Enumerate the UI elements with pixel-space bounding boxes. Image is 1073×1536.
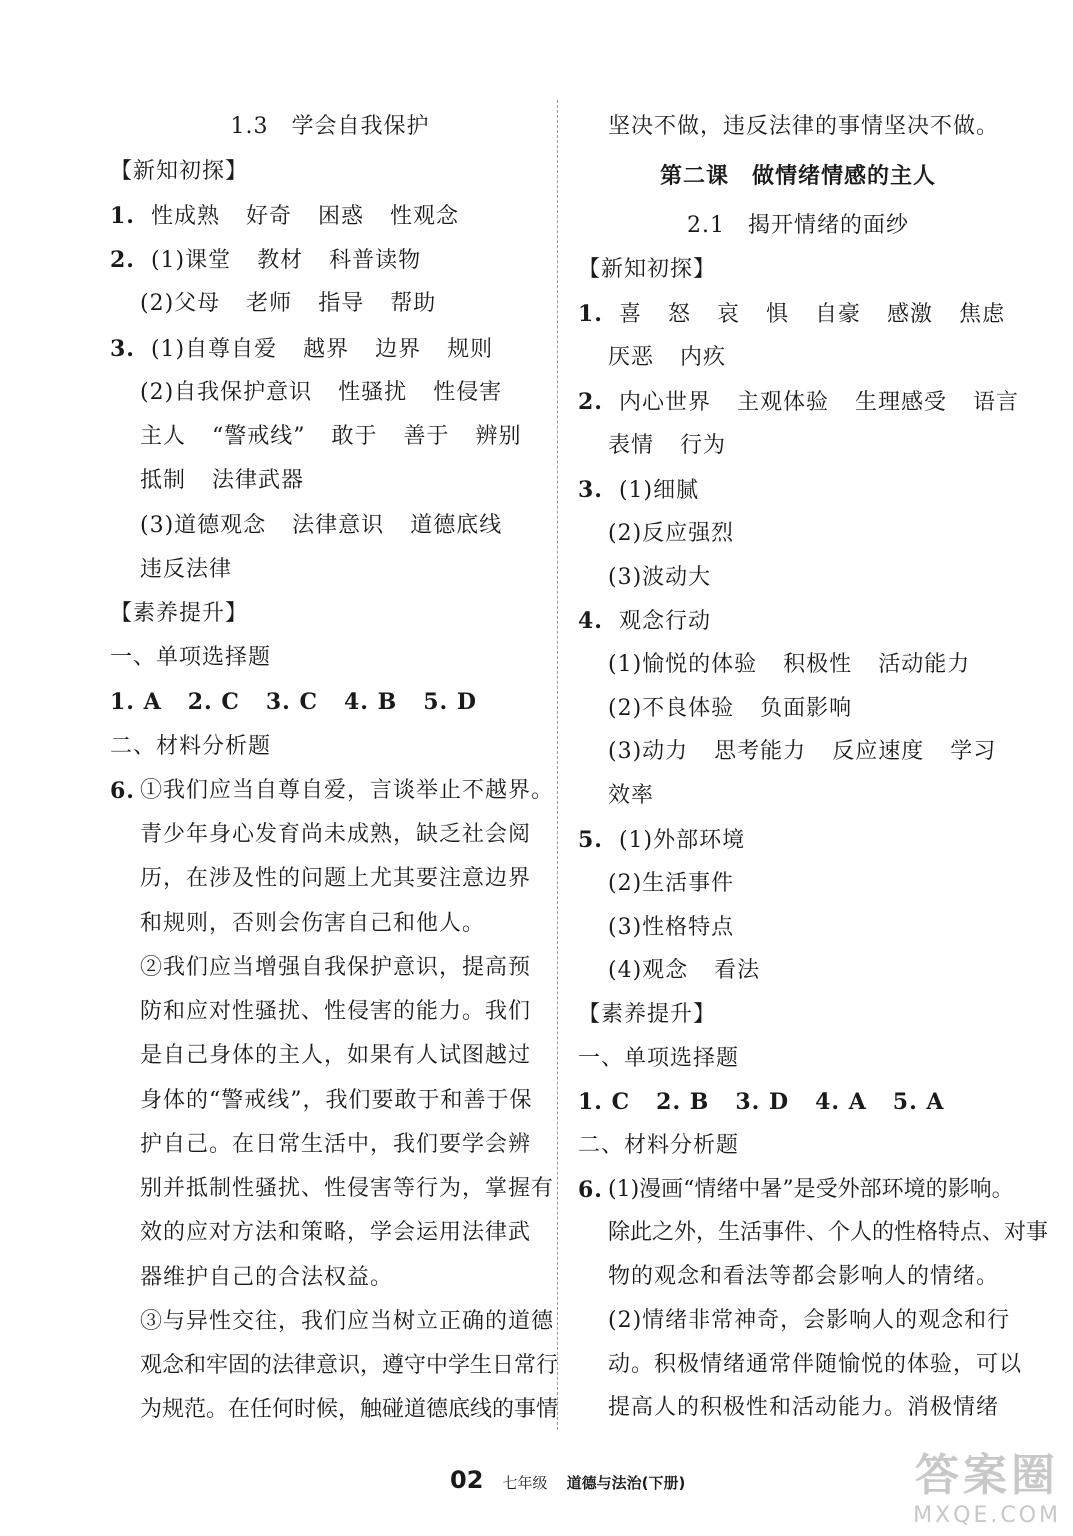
- answer-term: 主观体验: [736, 390, 829, 415]
- answer-term: 厌恶: [608, 345, 655, 370]
- paragraph-line: (2)情绪非常神奇，会影响人的观念和行: [608, 1308, 1011, 1333]
- answer-term: 负面影响: [760, 696, 853, 721]
- question-number: 4.: [578, 608, 603, 634]
- question-5-sub: (3)性格特点: [608, 915, 735, 940]
- watermark-url: MXQE.COM: [913, 1503, 1061, 1528]
- heading-new-knowledge: 【新知初探】: [110, 159, 249, 184]
- answer-term: 教材: [257, 248, 304, 273]
- choice-answer: 4. B: [343, 689, 398, 715]
- answer-term: 法律武器: [212, 468, 305, 493]
- page-number: 02: [450, 1466, 484, 1494]
- part-single-choice: 一、单项选择题: [110, 645, 272, 670]
- question-number: 1.: [578, 301, 603, 327]
- choice-answer: 1. A: [110, 689, 162, 715]
- answer-term: “警戒线”: [212, 424, 306, 449]
- answer-term: 科普读物: [329, 248, 422, 273]
- choice-answer: 3. D: [735, 1089, 790, 1115]
- answer-term: 指导: [318, 291, 365, 316]
- question-2-sub: [140, 289, 436, 319]
- answer-term: 行为: [680, 433, 727, 458]
- question-1-sub: [608, 343, 726, 373]
- answer-term: 喜: [618, 302, 642, 327]
- grade-label: 七年级: [502, 1474, 548, 1492]
- question-4: [578, 606, 711, 637]
- question-5: [578, 825, 745, 856]
- question-3-sub: [140, 378, 502, 408]
- watermark-logo: [913, 1439, 1061, 1528]
- answer-term: 感激: [887, 302, 934, 327]
- answer-term: 老师: [246, 291, 293, 316]
- paragraph-line: 动。积极情绪通常伴随愉悦的体验，可以: [608, 1352, 1023, 1377]
- paragraph-line: 提高人的积极性和活动能力。消极情绪: [608, 1395, 1000, 1420]
- section-title: 1.3 学会自我保护: [230, 114, 430, 139]
- answer-term: 内疚: [680, 345, 727, 370]
- paragraph-line: 别并抵制性骚扰、性侵害等行为，掌握有: [140, 1176, 555, 1201]
- question-number: 5.: [578, 827, 603, 853]
- part-material-analysis: 二、材料分析题: [578, 1133, 740, 1158]
- choice-answer: 2. B: [656, 1089, 710, 1115]
- answer-term: 性观念: [390, 204, 460, 229]
- watermark-text: 答案圈: [915, 1450, 1060, 1501]
- paragraph-line: 青少年身心发育尚未成熟，缺乏社会阅: [140, 822, 532, 847]
- paragraph-line: 器维护自己的合法权益。: [140, 1265, 394, 1290]
- question-number: 3.: [110, 336, 135, 362]
- answer-term: 主人: [140, 424, 187, 449]
- paragraph-line: 是自己身体的主人，如果有人试图越过: [140, 1043, 532, 1068]
- answer-term: 善于: [403, 424, 450, 449]
- question-4-sub: 效率: [608, 783, 655, 808]
- paragraph-line: 和规则，否则会伤害自己和他人。: [140, 911, 486, 936]
- question-5-sub: (2)生活事件: [608, 871, 735, 896]
- answer-term: 积极性: [783, 652, 853, 677]
- answer-term: (2)自我保护意识: [140, 380, 313, 405]
- section-title: 2.1 揭开情绪的面纱: [687, 213, 909, 238]
- answer-term: 学习: [950, 739, 997, 764]
- paragraph-line: ②我们应当增强自我保护意识，提高预: [140, 955, 532, 980]
- answer-term: (4)观念: [608, 958, 689, 983]
- answer-term: 规则: [447, 337, 494, 362]
- answer-term: (1)细腻: [618, 478, 700, 503]
- paragraph-line: 物的观念和看法等都会影响人的情绪。: [608, 1264, 1000, 1289]
- paragraph-line: ①我们应当自尊自爱，言谈举止不越界。: [140, 778, 555, 803]
- question-number: 6.: [578, 1177, 603, 1203]
- answer-term: 好奇: [245, 204, 292, 229]
- paragraph-line: 为规范。在任何时候，触碰道德底线的事情: [140, 1397, 559, 1422]
- part-material-analysis: 二、材料分析题: [110, 734, 272, 759]
- answer-term: 边界: [375, 337, 422, 362]
- heading-literacy: 【素养提升】: [110, 601, 249, 626]
- choice-answer: 2. C: [187, 689, 240, 715]
- paragraph-line: 身体的“警戒线”，我们要敢于和善于保: [140, 1088, 533, 1113]
- choice-answers: [110, 687, 477, 717]
- question-1: [110, 201, 459, 232]
- question-number: 3.: [578, 477, 603, 503]
- choice-answer: 4. A: [815, 1089, 867, 1115]
- answer-term: 语言: [973, 390, 1020, 415]
- page-footer: [450, 1466, 699, 1494]
- question-3: [110, 334, 493, 365]
- answer-term: 看法: [714, 958, 761, 983]
- answer-term: (1)课堂: [150, 248, 232, 273]
- answer-term: (2)不良体验: [608, 696, 735, 721]
- question-4-sub: [608, 694, 852, 724]
- question-number: 1.: [110, 203, 135, 229]
- answer-term: (2)父母: [140, 291, 221, 316]
- answer-term: 辨别: [475, 424, 522, 449]
- question-3-sub: [140, 422, 522, 452]
- answer-term: 性侵害: [433, 380, 503, 405]
- paragraph-line: 效的应对方法和策略，学会运用法律武: [140, 1220, 532, 1245]
- question-3-sub: (2)反应强烈: [608, 521, 735, 546]
- answer-term: 活动能力: [878, 652, 971, 677]
- paragraph-line: 除此之外，生活事件、个人的性格特点、对事: [608, 1220, 1049, 1245]
- column-divider: [557, 100, 558, 1430]
- answer-term: (3)道德观念: [140, 513, 267, 538]
- question-2: [110, 245, 421, 276]
- answer-term: 内心世界: [618, 390, 711, 415]
- question-2-sub: [608, 431, 726, 461]
- question-2: [578, 387, 1019, 418]
- answer-term: 越界: [303, 337, 350, 362]
- answer-term: 哀: [717, 302, 741, 327]
- subject-label: 道德与法治(下册): [566, 1474, 686, 1492]
- answer-term: 惧: [766, 302, 790, 327]
- answer-term: (1)愉悦的体验: [608, 652, 758, 677]
- question-number: 2.: [578, 389, 603, 415]
- paragraph-line: 坚决不做，违反法律的事情坚决不做。: [608, 114, 1000, 139]
- answer-term: 抵制: [140, 468, 187, 493]
- answer-term: 生理感受: [855, 390, 948, 415]
- choice-answer: 5. D: [423, 689, 477, 715]
- answer-term: (3)动力: [608, 739, 689, 764]
- choice-answers: [578, 1087, 945, 1117]
- choice-answer: 3. C: [265, 689, 318, 715]
- question-3-sub: (3)波动大: [608, 565, 712, 590]
- answer-term: 道德底线: [410, 513, 503, 538]
- answer-term: 自豪: [815, 302, 862, 327]
- paragraph-line: 历，在涉及性的问题上尤其要注意边界: [140, 866, 532, 891]
- answer-term: 困惑: [318, 204, 365, 229]
- question-1: [578, 299, 1005, 330]
- part-single-choice: 一、单项选择题: [578, 1046, 740, 1071]
- question-4-sub: [608, 650, 970, 680]
- heading-new-knowledge: 【新知初探】: [578, 257, 717, 282]
- question-5-sub: [608, 956, 760, 986]
- choice-answer: 1. C: [578, 1089, 631, 1115]
- answer-term: 反应速度: [832, 739, 925, 764]
- choice-answer: 5. A: [892, 1089, 945, 1115]
- answer-term: (1)自尊自爱: [150, 337, 278, 362]
- answer-term: 表情: [608, 433, 655, 458]
- lesson-title: 第二课 做情绪情感的主人: [659, 163, 936, 189]
- answer-term: (1)外部环境: [618, 828, 746, 853]
- answer-term: 帮助: [390, 291, 437, 316]
- question-3-sub: 违反法律: [140, 557, 233, 582]
- question-3-sub: [140, 466, 304, 496]
- paragraph-line: (1)漫画“情绪中暑”是受外部环境的影响。: [608, 1177, 1014, 1202]
- answer-term: 观念行动: [618, 609, 711, 634]
- answer-term: 性成熟: [150, 204, 220, 229]
- answer-term: 法律意识: [292, 513, 385, 538]
- paragraph-line: 观念和牢固的法律意识，遵守中学生日常行: [140, 1353, 559, 1378]
- question-number: 6.: [110, 778, 135, 804]
- paragraph-line: 护自己。在日常生活中，我们要学会辨: [140, 1132, 532, 1157]
- answer-term: 怒: [667, 302, 691, 327]
- paragraph-line: ③与异性交往，我们应当树立正确的道德: [140, 1309, 555, 1334]
- answer-term: 性骚扰: [338, 380, 408, 405]
- question-number: 2.: [110, 247, 135, 273]
- paragraph-line: 防和应对性骚扰、性侵害的能力。我们: [140, 999, 532, 1024]
- question-3-sub: [140, 511, 502, 541]
- answer-term: 思考能力: [714, 739, 807, 764]
- heading-literacy: 【素养提升】: [578, 1002, 717, 1027]
- question-3: [578, 475, 699, 506]
- answer-term: 敢于: [331, 424, 378, 449]
- question-4-sub: [608, 737, 996, 767]
- answer-term: 焦虑: [959, 302, 1006, 327]
